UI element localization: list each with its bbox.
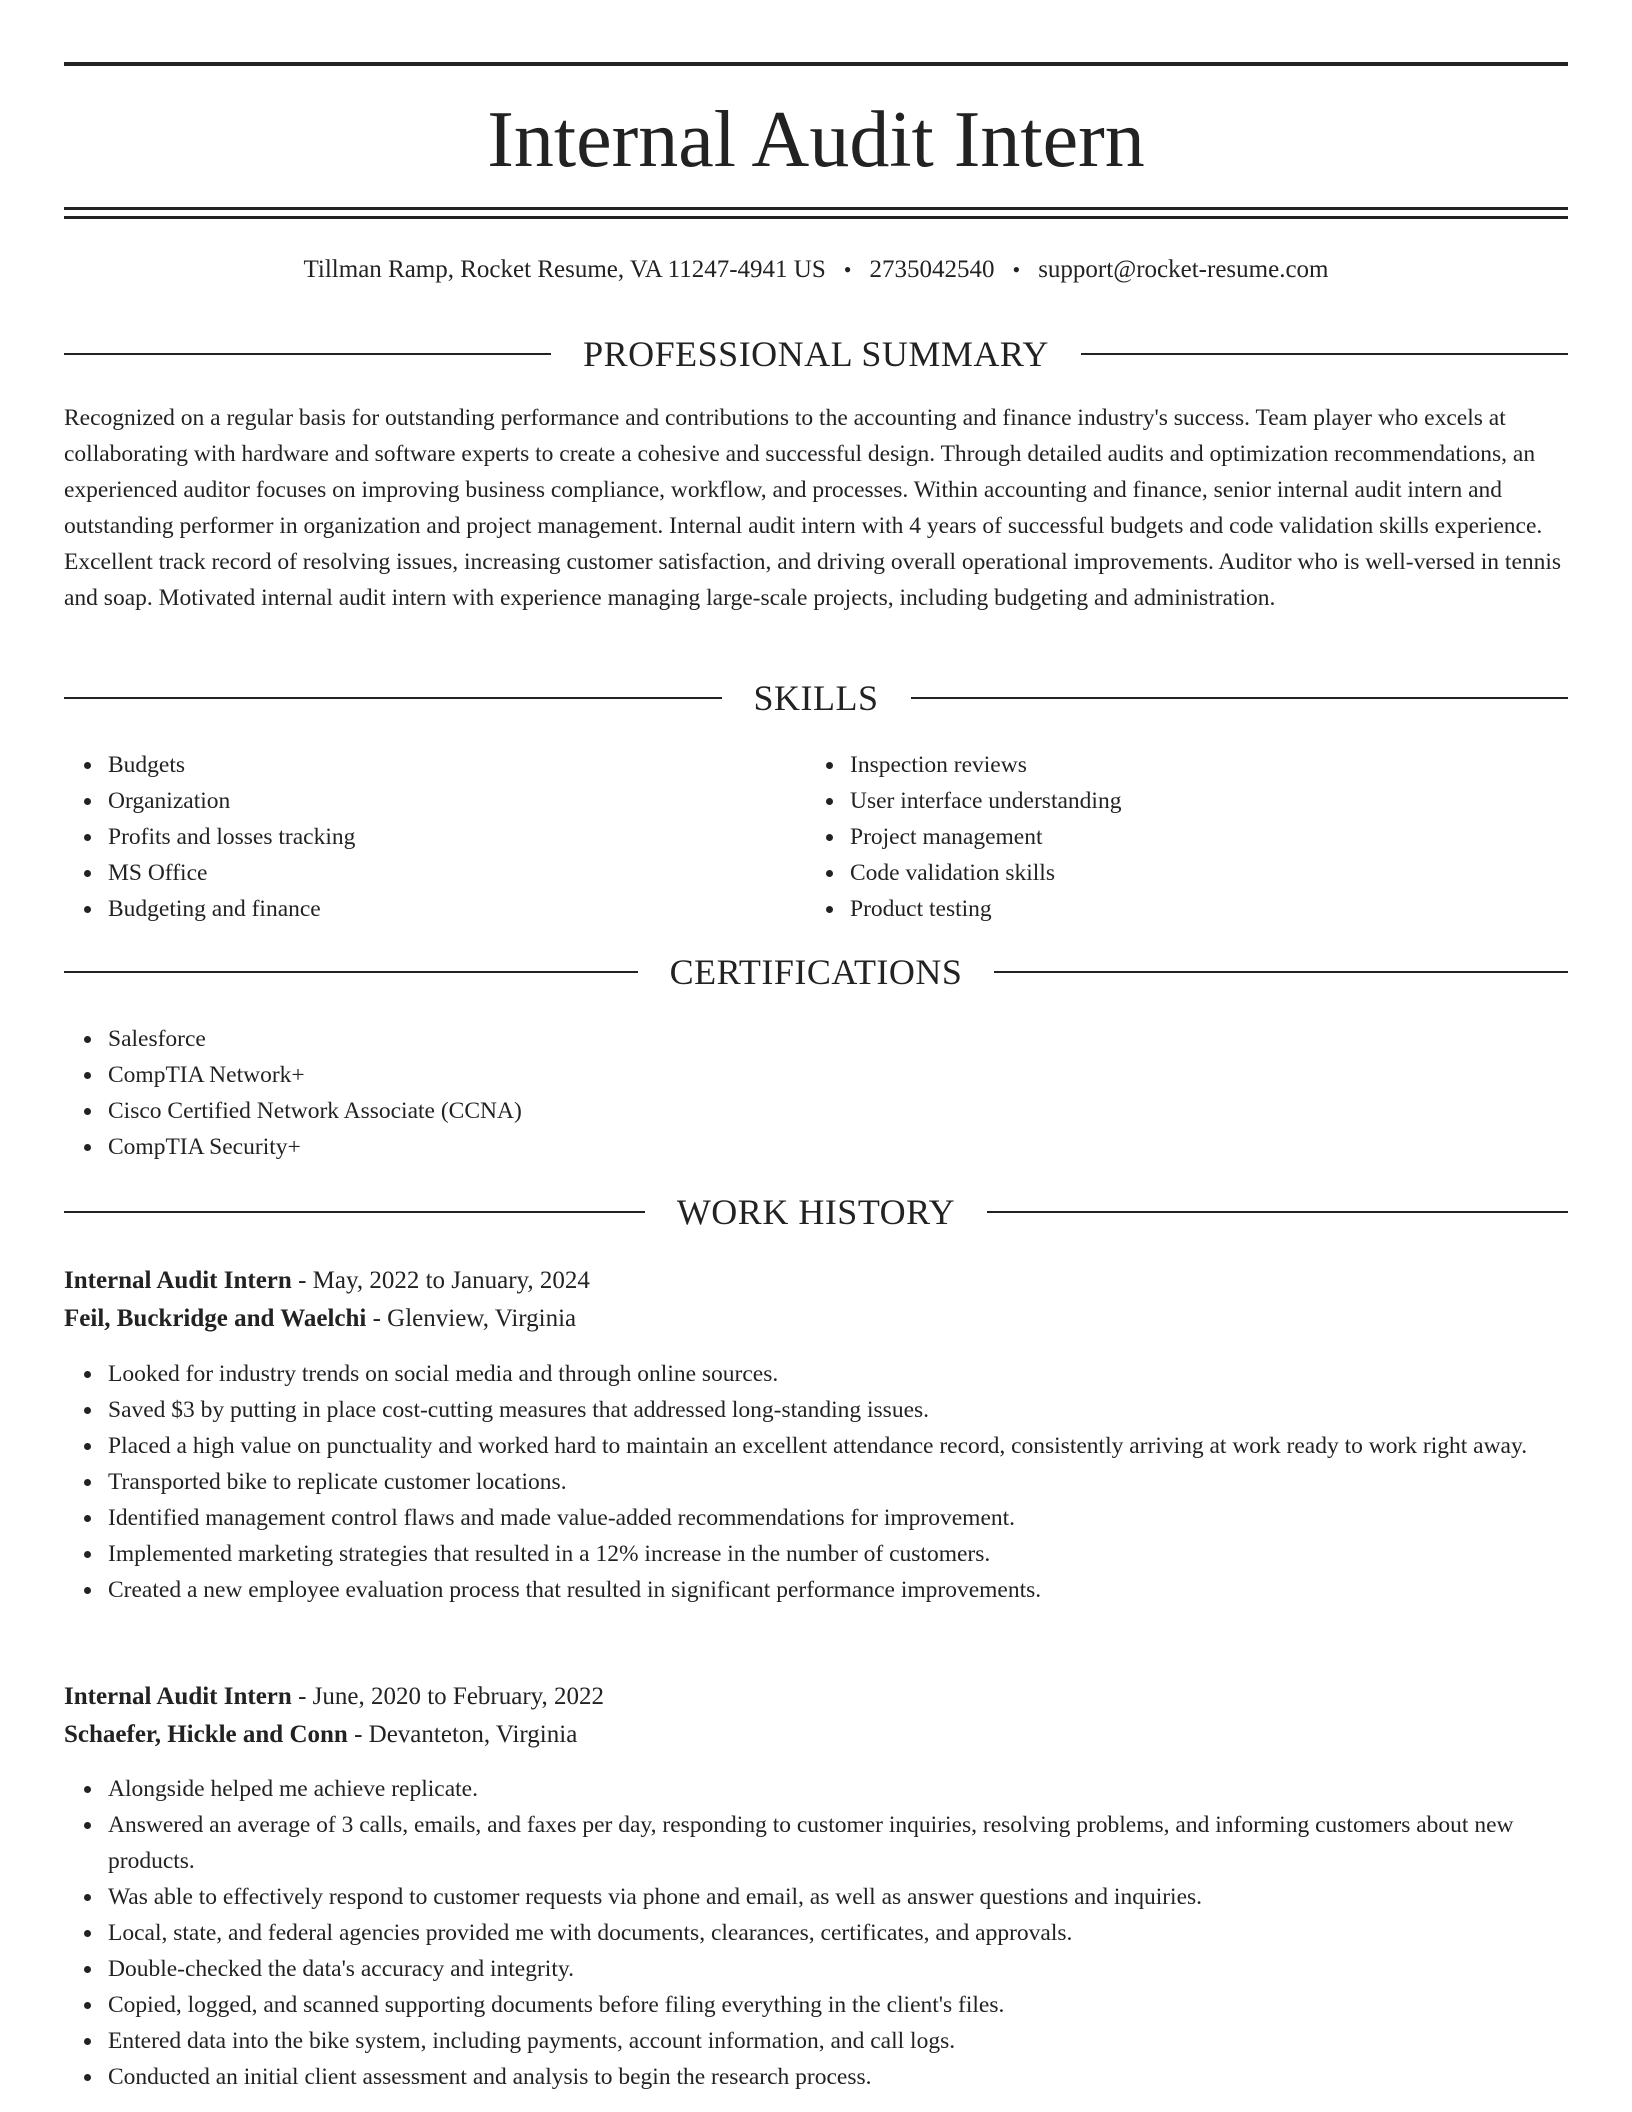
skill-item: Product testing xyxy=(850,891,1548,927)
job-bullet: Looked for industry trends on social media and through online sources. xyxy=(108,1356,1568,1392)
job-dates: - June, 2020 to February, 2022 xyxy=(291,1683,605,1710)
job-bullets xyxy=(64,1771,1568,2095)
job-bullet: Created a new employee evaluation process that resulted in significant performance improvements. xyxy=(108,1572,1568,1608)
job-bullet: Conducted an initial client assessment and analysis to begin the research process. xyxy=(108,2059,1568,2095)
section-header-summary xyxy=(64,332,1568,376)
certification-item: Salesforce xyxy=(108,1021,1568,1057)
contact-address: Tillman Ramp, Rocket Resume, VA 11247-4941 US xyxy=(303,256,826,283)
section-divider xyxy=(1081,353,1568,355)
contact-phone: 2735042540 xyxy=(869,256,995,283)
certification-item: CompTIA Network+ xyxy=(108,1057,1568,1093)
job-bullet: Saved $3 by putting in place cost-cutting measures that addressed long-standing issues. xyxy=(108,1392,1568,1428)
section-title-certifications: CERTIFICATIONS xyxy=(669,952,963,992)
job-location: - Glenview, Virginia xyxy=(366,1305,577,1332)
contact-email: support@rocket-resume.com xyxy=(1038,256,1329,283)
job-title-line xyxy=(64,1678,1568,1716)
job-bullet: Placed a high value on punctuality and worked hard to maintain an excellent attendance record, consistently arriving at work ready to work right away. xyxy=(108,1428,1568,1464)
section-title-summary: PROFESSIONAL SUMMARY xyxy=(583,334,1049,374)
skill-item: Code validation skills xyxy=(850,855,1548,891)
contact-separator: • xyxy=(1012,257,1021,282)
job-bullet: Identified management control flaws and made value-added recommendations for improvement. xyxy=(108,1500,1568,1536)
job-bullet: Local, state, and federal agencies provided me with documents, clearances, certificates, and approvals. xyxy=(108,1915,1568,1951)
section-header-work-history xyxy=(64,1190,1568,1234)
job-bullet: Double-checked the data's accuracy and integrity. xyxy=(108,1951,1568,1987)
skill-item: User interface understanding xyxy=(850,783,1548,819)
certifications-list xyxy=(64,1021,1568,1165)
job-role: Internal Audit Intern xyxy=(64,1683,292,1710)
skill-item: MS Office xyxy=(108,855,806,891)
top-rule xyxy=(64,62,1568,66)
skill-item: Budgets xyxy=(108,747,806,783)
skill-item: Budgeting and finance xyxy=(108,891,806,927)
section-divider xyxy=(911,697,1569,699)
contact-separator: • xyxy=(843,257,852,282)
job-bullet: Was able to effectively respond to customer requests via phone and email, as well as answer questions and inquiries. xyxy=(108,1879,1568,1915)
section-divider xyxy=(64,971,638,973)
job-bullet: Entered data into the bike system, including payments, account information, and call logs. xyxy=(108,2023,1568,2059)
job-bullet: Answered an average of 3 calls, emails, and faxes per day, responding to customer inquiries, resolving problems, and informing customers about new products. xyxy=(108,1807,1568,1879)
skills-grid xyxy=(64,747,1568,927)
section-header-certifications xyxy=(64,950,1568,994)
job-bullet: Transported bike to replicate customer locations. xyxy=(108,1464,1568,1500)
job-company-line xyxy=(64,1300,1568,1338)
job-bullet: Implemented marketing strategies that resulted in a 12% increase in the number of customers. xyxy=(108,1536,1568,1572)
job-role: Internal Audit Intern xyxy=(64,1267,292,1294)
job-bullet: Alongside helped me achieve replicate. xyxy=(108,1771,1568,1807)
section-title-skills: SKILLS xyxy=(753,678,879,718)
job-bullets xyxy=(64,1356,1568,1608)
job-bullet: Copied, logged, and scanned supporting documents before filing everything in the client's files. xyxy=(108,1987,1568,2023)
certification-item: CompTIA Security+ xyxy=(108,1129,1568,1165)
certification-item: Cisco Certified Network Associate (CCNA) xyxy=(108,1093,1568,1129)
job-company: Feil, Buckridge and Waelchi xyxy=(64,1305,367,1332)
job-company: Schaefer, Hickle and Conn xyxy=(64,1721,348,1748)
title-rule-upper xyxy=(64,207,1568,210)
skill-item: Profits and losses tracking xyxy=(108,819,806,855)
job-company-line xyxy=(64,1716,1568,1754)
skill-item: Organization xyxy=(108,783,806,819)
summary-text: Recognized on a regular basis for outstanding performance and contributions to the accounting and finance industry's success. Team player who excels at collaborating with hardware and software experts to create a cohesive and successful design. Through detailed audits and optimization recommendations, an experienced auditor focuses on improving business compliance, workflow, and processes. Within accounting and finance, senior internal audit intern and outstanding performer in organization and project management. Internal audit intern with 4 years of successful budgets and code validation skills experience. Excellent track record of resolving issues, increasing customer satisfaction, and driving overall operational improvements. Auditor who is well-versed in tennis and soap. Motivated internal audit intern with experience managing large-scale projects, including budgeting and administration. xyxy=(64,405,1562,611)
title-rule-lower xyxy=(64,216,1568,219)
job-dates: - May, 2022 to January, 2024 xyxy=(291,1267,590,1294)
section-header-skills xyxy=(64,676,1568,720)
section-divider xyxy=(987,1211,1568,1213)
section-divider xyxy=(994,971,1568,973)
skills-column-left xyxy=(64,747,806,927)
job-title-line xyxy=(64,1262,1568,1300)
job-location: - Devanteton, Virginia xyxy=(347,1721,578,1748)
skill-item: Project management xyxy=(850,819,1548,855)
section-divider xyxy=(64,353,551,355)
section-divider xyxy=(64,697,722,699)
section-divider xyxy=(64,1211,645,1213)
contact-line xyxy=(64,254,1568,286)
resume-title: Internal Audit Intern xyxy=(487,96,1145,184)
skill-item: Inspection reviews xyxy=(850,747,1548,783)
skills-column-right xyxy=(806,747,1548,927)
section-title-work-history: WORK HISTORY xyxy=(676,1192,956,1232)
